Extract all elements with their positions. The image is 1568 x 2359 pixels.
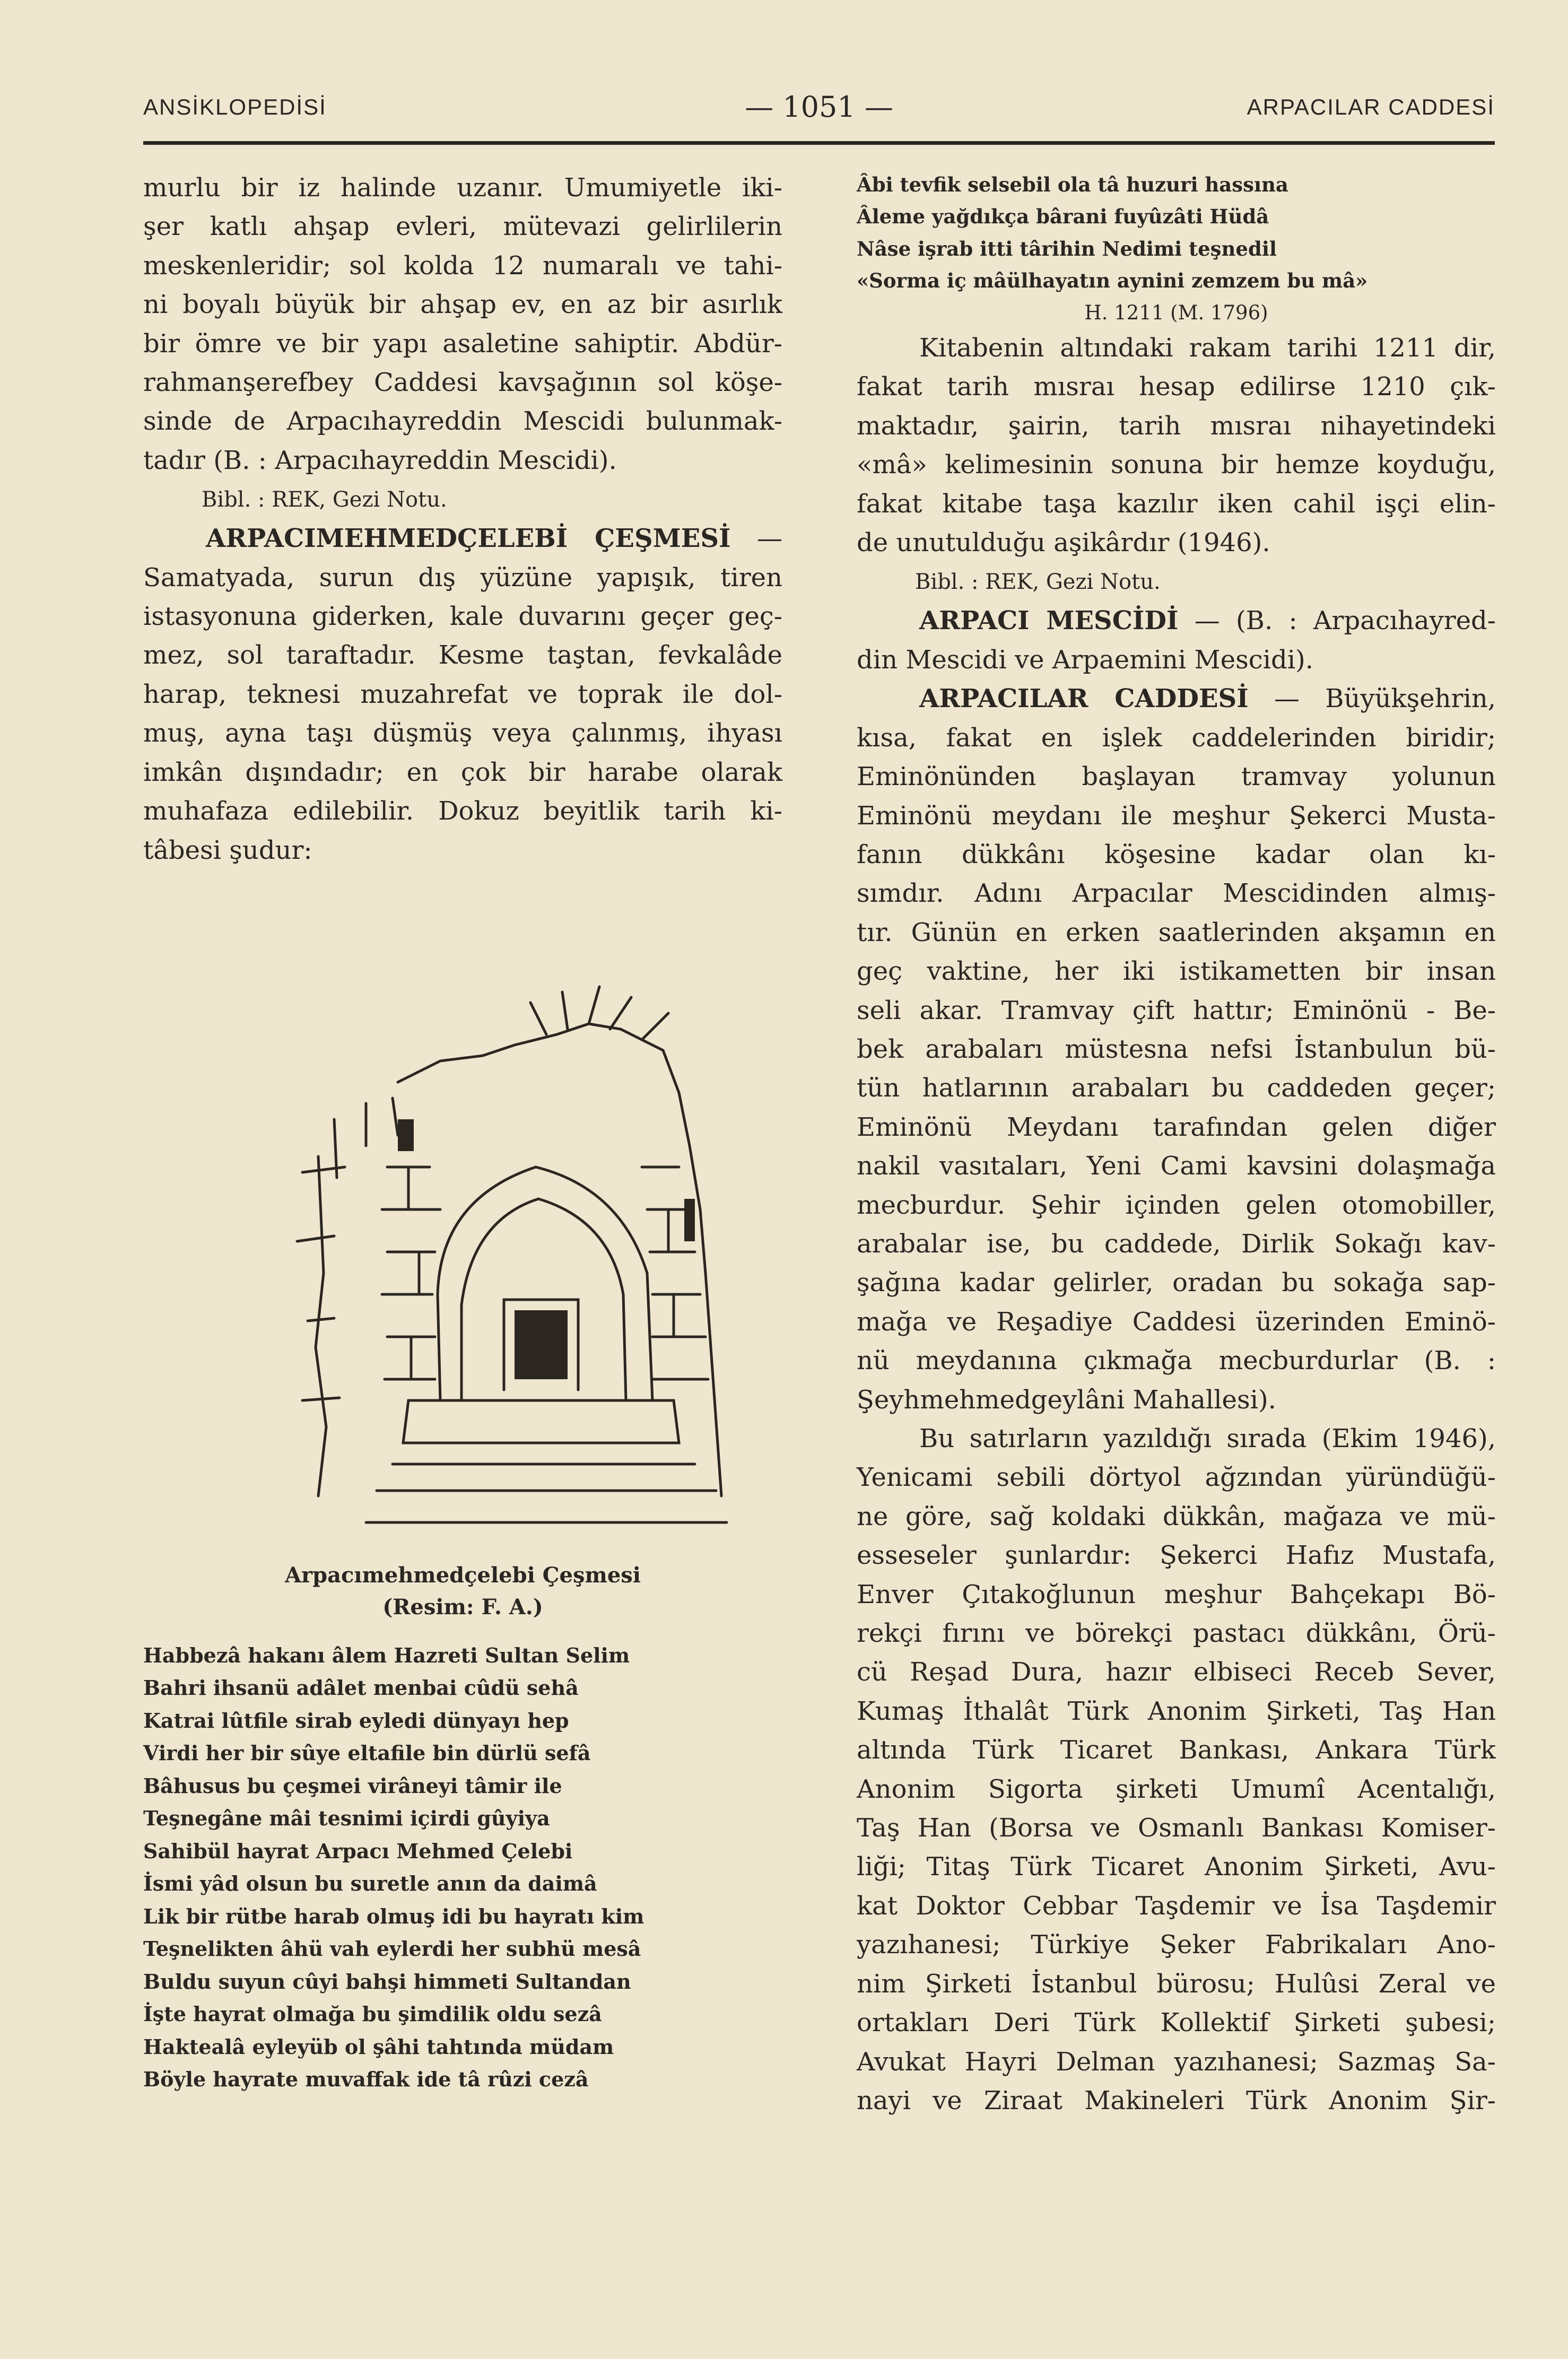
poem-line: Âbi tevfik selsebil ola tâ huzuri hassına bbox=[857, 173, 1288, 196]
text-line: şer katlı ahşap evleri, mütevazi gelirlilerin bbox=[143, 212, 782, 242]
entry-text: — Büyükşehrin, bbox=[1248, 684, 1496, 714]
text-line: murlu bir iz halinde uzanır. Umumiyetle iki- bbox=[143, 173, 782, 203]
text-line: ne göre, sağ koldaki dükkân, mağaza ve mü- bbox=[857, 1501, 1496, 1531]
text-line: nim Şirketi İstanbul bürosu; Hulûsi Zeral ve bbox=[857, 1969, 1496, 1999]
entry-heading-line bbox=[857, 602, 1496, 640]
cesme-entry bbox=[143, 519, 782, 870]
text-line: bek arabaları müstesna nefsi İstanbulun bü- bbox=[857, 1034, 1496, 1064]
text-line: Enver Çıtakoğlunun meşhur Bahçekapı Bö- bbox=[857, 1579, 1496, 1609]
text-line: rahmanşerefbey Caddesi kavşağının sol köşe- bbox=[143, 368, 782, 398]
text-line: Samatyada, surun dış yüzüne yapışık, tiren bbox=[143, 562, 782, 593]
text-line: şağına kadar gelirler, oradan bu sokağa sap- bbox=[857, 1268, 1496, 1298]
fountain-illustration bbox=[143, 870, 782, 1560]
text-line: bir ömre ve bir yapı asaletine sahiptir. Abdür- bbox=[143, 328, 782, 359]
text-line: din Mescidi ve Arpaemini Mescidi). bbox=[857, 645, 1314, 675]
text-line: altında Türk Ticaret Bankası, Ankara Türk bbox=[857, 1735, 1496, 1765]
inscription-poem bbox=[143, 1639, 782, 2096]
entry-heading: ARPACI MESCİDİ bbox=[919, 606, 1179, 636]
header-left: ANSİKLOPEDİSİ bbox=[143, 94, 327, 119]
figure-caption: Arpacımehmedçelebi Çeşmesi bbox=[285, 1562, 641, 1588]
cadde-entry bbox=[857, 680, 1496, 1420]
left-column bbox=[143, 169, 782, 2096]
text-line: nayi ve Ziraat Makineleri Türk Anonim Şir- bbox=[857, 2085, 1496, 2116]
poem-line: İsmi yâd olsun bu suretle anın da daimâ bbox=[143, 1871, 597, 1896]
text-line: Kumaş İthalât Türk Anonim Şirketi, Taş Han bbox=[857, 1696, 1496, 1726]
poem-line: «Sorma iç mâülhayatın aynini zemzem bu mâ» bbox=[857, 269, 1368, 293]
poem-line: İşte hayrat olmağa bu şimdilik oldu sezâ bbox=[143, 2002, 602, 2026]
text-line: tadır (B. : Arpacıhayreddin Mescidi). bbox=[143, 445, 617, 475]
text-line: muş, ayna taşı düşmüş veya çalınmış, ihyası bbox=[143, 718, 782, 748]
text-line: meskenleridir; sol kolda 12 numaralı ve tahi- bbox=[143, 250, 782, 281]
text-line: Kitabenin altındaki rakam tarihi 1211 dir, bbox=[919, 333, 1496, 363]
text-line: mez, sol taraftadır. Kesme taştan, fevkalâde bbox=[143, 640, 782, 671]
poem-line: Teşnegâne mâi tesnimi içirdi gûyiya bbox=[143, 1806, 550, 1831]
text-line: esseseler şunlardır: Şekerci Hafız Mustafa, bbox=[857, 1540, 1496, 1571]
text-line: nü meydanına çıkmağa mecburdurlar (B. : bbox=[857, 1346, 1496, 1376]
text-line: seli akar. Tramvay çift hattır; Eminönü - Be- bbox=[857, 995, 1496, 1025]
figure-credit: (Resim: F. A.) bbox=[382, 1594, 543, 1620]
text-line: ni boyalı büyük bir ahşap ev, en az bir asırlık bbox=[143, 290, 782, 320]
intro-paragraph bbox=[143, 169, 782, 480]
text-line: yazıhanesi; Türkiye Şeker Fabrikaları Ano- bbox=[857, 1930, 1496, 1960]
poem-line: Sahibül hayrat Arpacı Mehmed Çelebi bbox=[143, 1839, 573, 1863]
poem-line: Bahri ihsanü adâlet menbai cûdü sehâ bbox=[143, 1676, 579, 1700]
entry-heading-line bbox=[857, 680, 1496, 718]
inscription-poem-continued bbox=[857, 169, 1496, 329]
poem-line: Bâhusus bu çeşmei virâneyi tâmir ile bbox=[143, 1773, 562, 1798]
poem-line: Teşnelikten âhü vah eylerdi her subhü mesâ bbox=[143, 1937, 641, 1961]
poem-line: Nâse işrab itti târihin Nedimi teşnedil bbox=[857, 237, 1277, 260]
shops-paragraph bbox=[857, 1420, 1496, 2120]
header-right: ARPACILAR CADDESİ bbox=[1247, 94, 1495, 119]
text-line: tün hatlarının arabaları bu caddeden geçer; bbox=[857, 1073, 1496, 1103]
text-line: sımdır. Adını Arpacılar Mescidinden almış- bbox=[857, 878, 1496, 909]
text-line: Bu satırların yazıldığı sırada (Ekim 1946), bbox=[919, 1424, 1496, 1453]
header-rule bbox=[143, 141, 1495, 145]
text-line: fanın dükkânı köşesine kadar olan kı- bbox=[857, 839, 1496, 869]
text-line: maktadır, şairin, tarih mısraı nihayetindeki bbox=[857, 411, 1496, 441]
text-line: Eminönü Meydanı tarafından gelen diğer bbox=[857, 1112, 1496, 1142]
spacer bbox=[143, 1623, 782, 1639]
running-header bbox=[143, 90, 1495, 126]
text-line: fakat tarih mısraı hesap edilirse 1210 çık- bbox=[857, 372, 1496, 402]
text-line: istasyonuna giderken, kale duvarını geçer geç- bbox=[143, 602, 782, 632]
text-line: Yenicami sebili dörtyol ağzından yüründüğü- bbox=[857, 1463, 1496, 1493]
entry-heading-line: ARPACIMEHMEDÇELEBİ ÇEŞMESİ — bbox=[206, 524, 782, 554]
fountain-sketch bbox=[143, 870, 782, 1560]
text-line: nakil vasıtaları, Yeni Cami kavsini dolaşmağa bbox=[857, 1151, 1496, 1181]
poem-line: Lik bir rütbe harab olmuş idi bu hayratı kim bbox=[143, 1904, 644, 1928]
poem-line: Virdi her bir sûye eltafile bin dürlü sefâ bbox=[143, 1741, 591, 1765]
mescidi-entry bbox=[857, 602, 1496, 680]
text-line: Eminönü meydanı ile meşhur Şekerci Musta- bbox=[857, 800, 1496, 831]
text-line: sinde de Arpacıhayreddin Mescidi bulunmak- bbox=[143, 406, 782, 437]
text-line: rekçi fırını ve börekçi pastacı dükkânı, Örü- bbox=[857, 1618, 1496, 1649]
text-line: geç vaktine, her iki istikametten bir insan bbox=[857, 956, 1496, 987]
text-line: Eminönünden başlayan tramvay yolunun bbox=[857, 762, 1496, 792]
entry-heading: ARPACIMEHMEDÇELEBİ ÇEŞMESİ bbox=[206, 524, 731, 554]
bibliography-note: Bibl. : REK, Gezi Notu. bbox=[915, 570, 1161, 595]
text-line: kat Doktor Cebbar Taşdemir ve İsa Taşdemir bbox=[857, 1891, 1496, 1921]
poem-date: H. 1211 (M. 1796) bbox=[1084, 301, 1268, 324]
text-line: liği; Titaş Türk Ticaret Anonim Şirketi, Avu- bbox=[857, 1852, 1496, 1882]
text-line: mağa ve Reşadiye Caddesi üzerinden Eminö- bbox=[857, 1307, 1496, 1337]
poem-line: Buldu suyun cûyi bahşi himmeti Sultandan bbox=[143, 1969, 631, 1994]
right-column bbox=[857, 169, 1496, 2120]
text-line: kısa, fakat en işlek caddelerinden biridir; bbox=[857, 723, 1496, 753]
text-line: ortakları Deri Türk Kollektif Şirketi şubesi; bbox=[857, 2008, 1496, 2038]
text-line: de unutulduğu aşikârdır (1946). bbox=[857, 528, 1270, 558]
text-line: harap, teknesi muzahrefat ve toprak ile dol- bbox=[143, 679, 782, 709]
kitabe-paragraph bbox=[857, 329, 1496, 562]
text-line: Avukat Hayri Delman yazıhanesi; Sazmaş Sa- bbox=[857, 2047, 1496, 2077]
page-number: — 1051 — bbox=[745, 90, 893, 124]
text-line: Şeyhmehmedgeylâni Mahallesi). bbox=[857, 1385, 1276, 1415]
entry-text: — (B. : Arpacıhayred- bbox=[1178, 606, 1496, 636]
text-line: tâbesi şudur: bbox=[143, 835, 312, 865]
poem-line: Katrai lûtfile sirab eyledi dünyayı hep bbox=[143, 1708, 569, 1733]
poem-line: Haktealâ eyleyüb ol şâhi tahtında müdam bbox=[143, 2034, 614, 2059]
text-line: Taş Han (Borsa ve Osmanlı Bankası Komiser- bbox=[857, 1813, 1496, 1843]
text-line: «mâ» kelimesinin sonuna bir hemze koyduğu, bbox=[857, 450, 1496, 480]
poem-line: Habbezâ hakanı âlem Hazreti Sultan Selim bbox=[143, 1643, 630, 1667]
text-line: muhafaza edilebilir. Dokuz beyitlik tarih ki- bbox=[143, 796, 782, 826]
text-line: tır. Günün en erken saatlerinden akşamın en bbox=[857, 917, 1496, 947]
text-line: arabalar ise, bu caddede, Dirlik Sokağı kav- bbox=[857, 1229, 1496, 1259]
entry-heading: ARPACILAR CADDESİ bbox=[919, 684, 1249, 714]
bibliography-note: Bibl. : REK, Gezi Notu. bbox=[202, 488, 447, 512]
text-line: cü Reşad Dura, hazır elbiseci Receb Sever, bbox=[857, 1657, 1496, 1687]
text-line: Anonim Sigorta şirketi Umumî Acentalığı, bbox=[857, 1774, 1496, 1804]
poem-line: Böyle hayrate muvaffak ide tâ rûzi cezâ bbox=[143, 2067, 589, 2092]
poem-line: Âleme yağdıkça bârani fuyûzâti Hüdâ bbox=[857, 205, 1269, 229]
text-line: mecburdur. Şehir içinden gelen otomobiller, bbox=[857, 1190, 1496, 1220]
text-line: imkân dışındadır; en çok bir harabe olarak bbox=[143, 757, 782, 787]
text-line: fakat kitabe taşa kazılır iken cahil işçi elin- bbox=[857, 489, 1496, 519]
